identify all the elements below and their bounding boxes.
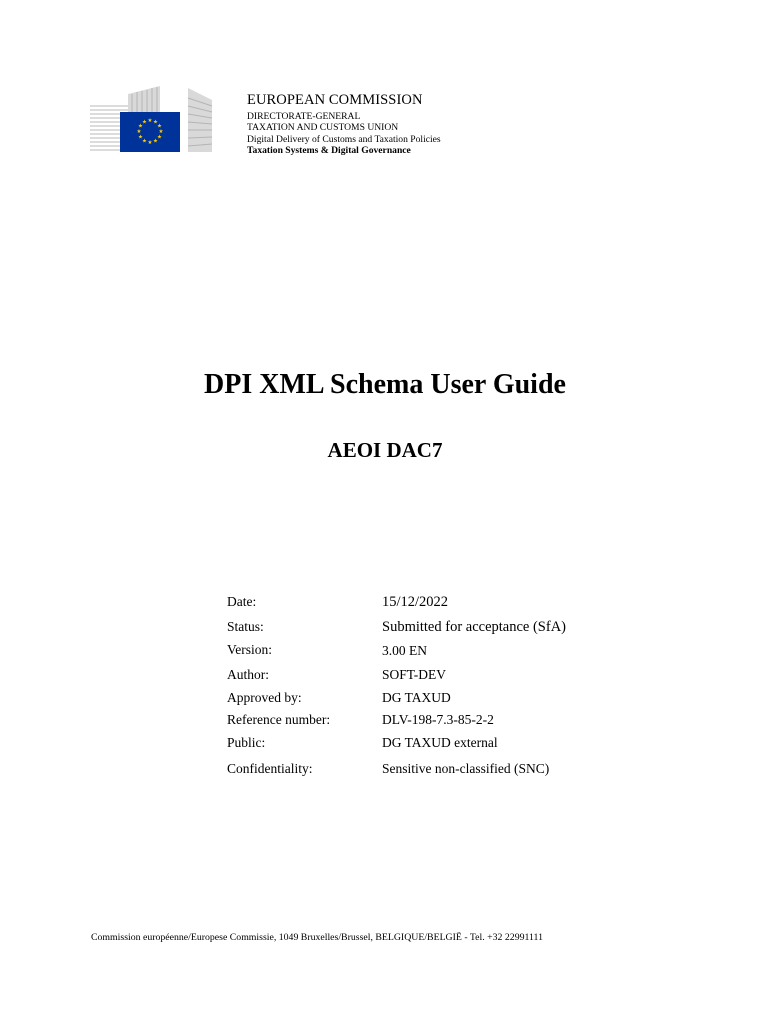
- svg-text:★: ★: [153, 138, 158, 145]
- svg-text:★: ★: [158, 129, 164, 135]
- document-title: DPI XML Schema User Guide: [204, 369, 566, 400]
- metadata-label: Approved by:: [227, 690, 302, 705]
- taxation-customs-union-line: TAXATION AND CUSTOMS UNION: [247, 122, 399, 134]
- footer-address: Commission européenne/Europese Commissie, 1049 Bruxelles/Brussel, BELGIQUE/BELGIË - Tel. +32 22991111: [91, 932, 543, 943]
- metadata-value: Sensitive non-classified (SNC): [382, 761, 550, 776]
- svg-text:★: ★: [153, 119, 158, 126]
- svg-text:★: ★: [142, 119, 147, 126]
- metadata-value: 15/12/2022: [382, 594, 449, 610]
- metadata-label: Confidentiality:: [227, 761, 313, 776]
- metadata-value: DG TAXUD: [382, 690, 451, 705]
- unit-name: Taxation Systems & Digital Governance: [247, 145, 411, 157]
- metadata-value: SOFT-DEV: [382, 667, 447, 682]
- metadata-label: Public:: [227, 735, 266, 750]
- ec-logo-icon: [88, 84, 214, 154]
- svg-text:★: ★: [157, 123, 162, 130]
- metadata-label: Version:: [227, 642, 272, 657]
- metadata-value: Submitted for acceptance (SfA): [382, 619, 566, 635]
- letterhead: [247, 93, 441, 157]
- metadata-value: DG TAXUD external: [382, 735, 498, 750]
- metadata-label: Status:: [227, 619, 264, 634]
- digital-delivery-line: Digital Delivery of Customs and Taxation Policies: [247, 133, 441, 145]
- metadata-label: Reference number:: [227, 712, 331, 727]
- metadata-value: DLV-198-7.3-85-2-2: [382, 712, 494, 727]
- metadata-label: Date:: [227, 594, 257, 609]
- svg-text:★: ★: [142, 138, 147, 145]
- svg-text:★: ★: [136, 129, 142, 135]
- organization-name: EUROPEAN COMMISSION: [247, 92, 423, 108]
- european-commission-logo: [88, 84, 214, 154]
- directorate-general-line: DIRECTORATE-GENERAL: [247, 110, 361, 122]
- svg-text:★: ★: [147, 118, 153, 124]
- metadata-value: 3.00 EN: [382, 643, 427, 658]
- svg-text:★: ★: [138, 134, 143, 141]
- svg-text:★: ★: [147, 140, 153, 146]
- svg-text:★: ★: [138, 123, 143, 130]
- metadata-label: Author:: [227, 667, 269, 682]
- svg-text:★: ★: [157, 134, 162, 141]
- document-subtitle: AEOI DAC7: [327, 438, 443, 462]
